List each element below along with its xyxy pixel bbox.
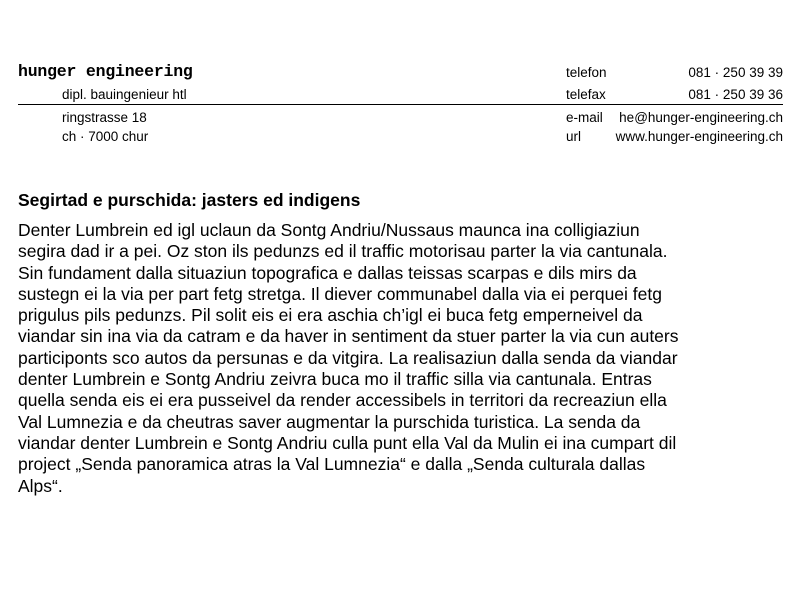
body-line: project „Senda panoramica atras la Val Lumnezia“ e dalla „Senda culturala dallas (18, 454, 646, 475)
company-subtitle: dipl. bauingenieur htl (62, 87, 187, 102)
city-address: ch · 7000 chur (62, 129, 149, 144)
fax-value: 081 · 250 39 36 (688, 87, 783, 102)
body-line: Denter Lumbrein ed igl uclaun da Sontg Andriu/Nussaus maunca ina colligiaziun (18, 220, 640, 240)
phone-value: 081 · 250 39 39 (688, 65, 783, 80)
article-body (18, 220, 788, 497)
body-line: viandar sin ina via da catram e da haver in sentiment da stuer parter la via cun auters (18, 326, 679, 347)
body-line: denter Lumbrein e Sontg Andriu zeivra buca mo il traffic silla via cantunala. Entras (18, 369, 652, 390)
letterhead (0, 0, 800, 160)
phone-label: telefon (566, 65, 607, 80)
body-line: Sin fundament dalla situaziun topografica e dallas teissas scarpas e dils mirs da (18, 262, 637, 283)
url-value: www.hunger-engineering.ch (615, 129, 783, 144)
body-line: sustegn ei la via per part fetg stretga. Il diever communabel dalla via ei perquei fetg (18, 283, 662, 304)
body-line: segira dad ir a pei. Oz ston ils pedunzs ed il traffic motorisau parter la via cantunala. (18, 241, 668, 262)
email-value: he@hunger-engineering.ch (619, 110, 783, 125)
body-line: viandar denter Lumbrein e Sontg Andriu culla punt ella Val da Mulin ei ina cumpart dil (18, 432, 677, 453)
body-line: Alps“. (18, 475, 63, 496)
body-line: participonts sco autos da persunas e da vitgira. La realisaziun dalla senda da viandar (18, 347, 678, 368)
fax-label: telefax (566, 87, 606, 102)
company-name: hunger engineering (18, 62, 193, 81)
url-label: url (566, 129, 582, 144)
body-line: Val Lumnezia e da cheutras saver augmentar la purschida turistica. La senda da (18, 411, 641, 432)
email-label: e-mail (566, 110, 603, 125)
body-line: quella senda eis ei era pusseivel da render accessibels in territori da recreaziun ella (18, 390, 667, 411)
article-title: Segirtad e purschida: jasters ed indigens (18, 190, 361, 210)
body-line: prigulus pils pedunzs. Pil solit eis ei era aschia ch’igl ei buca fetg emperneivel da (18, 305, 643, 326)
street-address: ringstrasse 18 (62, 110, 147, 125)
divider-rule (18, 104, 783, 105)
